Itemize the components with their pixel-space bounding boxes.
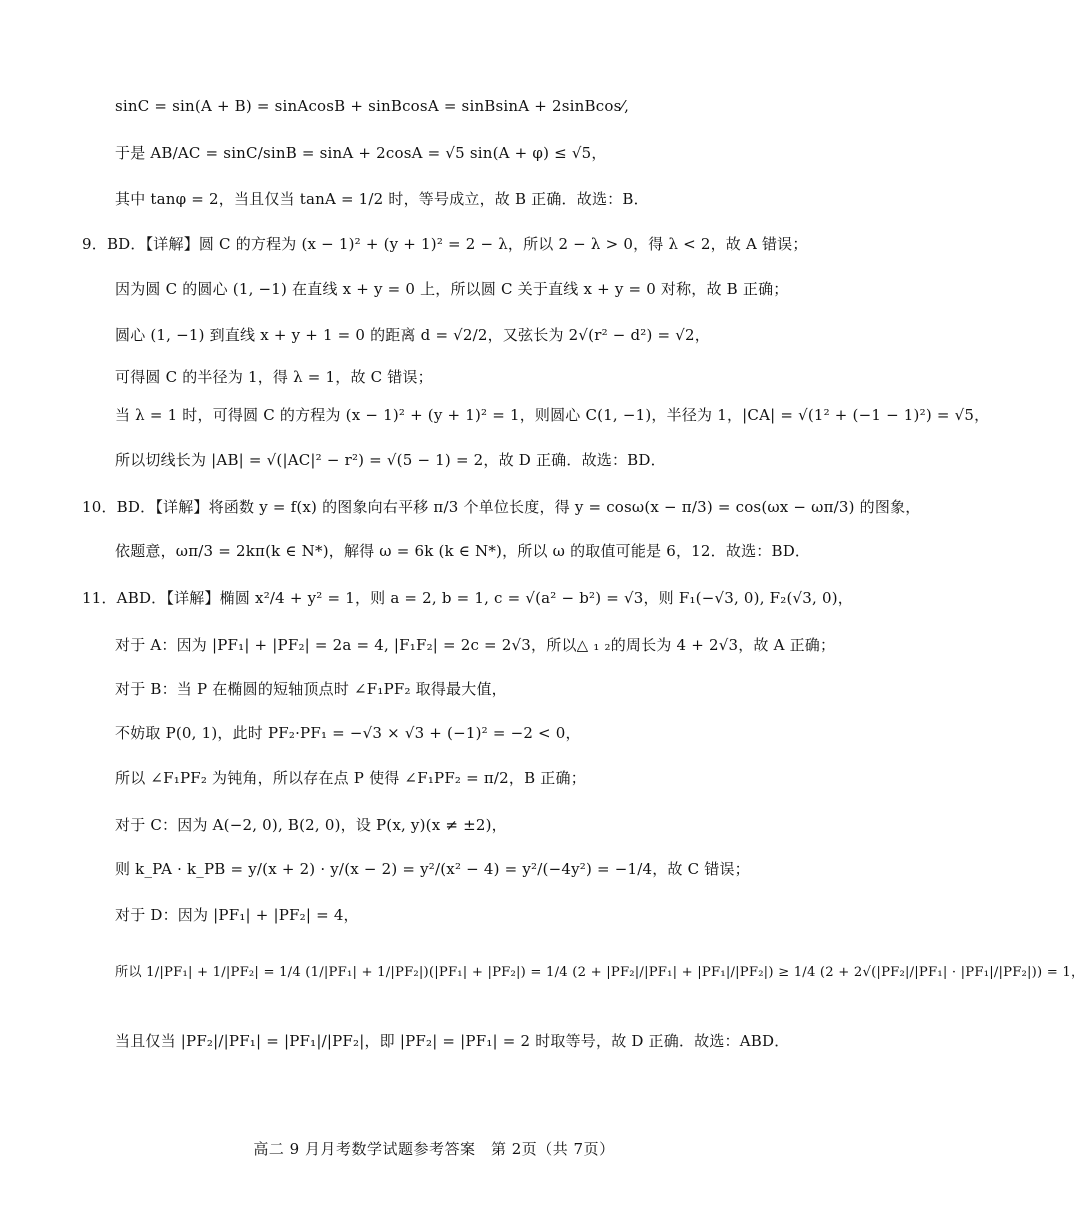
text-line: 所以 ∠F₁PF₂ 为钝角，所以存在点 P 使得 ∠F₁PF₂ = π/2，B 正确； xyxy=(115,769,586,787)
text-line: 圆心 (1, −1) 到直线 x + y + 1 = 0 的距离 d = √2/2，又弦长为 2√(r² − d²) = √2， xyxy=(115,326,710,344)
text-line: 不妨取 P(0, 1)，此时 PF₂·PF₁ = −√3 × √3 + (−1)² = −2 < 0， xyxy=(115,724,581,742)
text-line: 于是 AB/AC = sinC/sinB = sinA + 2cosA = √5 sin(A + φ) ≤ √5， xyxy=(115,144,607,162)
text-line: sinC = sin(A + B) = sinAcosB + sinBcosA = sinBsinA + 2sinBcos⁄, xyxy=(115,97,630,115)
text-line: 所以切线长为 |AB| = √(|AC|² − r²) = √(5 − 1) = 2，故 D 正确．故选：BD． xyxy=(115,451,666,469)
text-line: 当且仅当 |PF₂|/|PF₁| = |PF₁|/|PF₂|，即 |PF₂| = |PF₁| = 2 时取等号，故 D 正确．故选：ABD． xyxy=(115,1032,790,1050)
text-line: 对于 B：当 P 在椭圆的短轴顶点时 ∠F₁PF₂ 取得最大值， xyxy=(115,680,507,698)
page-footer: 高二 9 月月考数学试题参考答案 第 2页（共 7页） xyxy=(253,1140,615,1158)
text-line: 所以 1/|PF₁| + 1/|PF₂| = 1/4 (1/|PF₁| + 1/|PF₂|)(|PF₁| + |PF₂|) = 1/4 (2 + |PF₂|/|PF₁| + |PF₁|/|PF₂|) ≥ 1/4 (2 + 2√(|PF₂|/|PF₁| · |PF₁|/|PF₂|)) = 1， xyxy=(115,965,1084,980)
text-line: 依题意，ωπ/3 = 2kπ(k ∈ N*)，解得 ω = 6k (k ∈ N*)，所以 ω 的取值可能是 6，12．故选：BD． xyxy=(115,542,811,560)
text-line: 可得圆 C 的半径为 1，得 λ = 1，故 C 错误； xyxy=(115,368,433,386)
text-line: 对于 A：因为 |PF₁| + |PF₂| = 2a = 4, |F₁F₂| = 2c = 2√3，所以△ ₁ ₂的周长为 4 + 2√3，故 A 正确； xyxy=(115,636,836,654)
item-10-heading: 10．BD．【详解】将函数 y = f(x) 的图象向右平移 π/3 个单位长度，得 y = cosω(x − π/3) = cos(ωx − ωπ/3) 的图象， xyxy=(82,498,921,516)
item-9-heading: 9．BD．【详解】圆 C 的方程为 (x − 1)² + (y + 1)² = 2 − λ，所以 2 − λ > 0，得 λ < 2，故 A 错误； xyxy=(82,235,808,253)
text-line: 对于 D：因为 |PF₁| + |PF₂| = 4， xyxy=(115,906,359,924)
text-line: 则 k_PA · k_PB = y/(x + 2) · y/(x − 2) = y²/(x² − 4) = y²/(−4y²) = −1/4，故 C 错误； xyxy=(115,860,750,878)
text-line: 对于 C：因为 A(−2, 0), B(2, 0)，设 P(x, y)(x ≠ ±2)， xyxy=(115,816,507,834)
text-line: 因为圆 C 的圆心 (1, −1) 在直线 x + y = 0 上，所以圆 C 关于直线 x + y = 0 对称，故 B 正确； xyxy=(115,280,789,298)
item-11-heading: 11．ABD．【详解】椭圆 x²/4 + y² = 1，则 a = 2, b = 1, c = √(a² − b²) = √3，则 F₁(−√3, 0), F₂(√3, 0)， xyxy=(82,589,853,607)
text-line: 其中 tanφ = 2，当且仅当 tanA = 1/2 时，等号成立，故 B 正确．故选：B． xyxy=(115,190,649,208)
text-line: 当 λ = 1 时，可得圆 C 的方程为 (x − 1)² + (y + 1)² = 1，则圆心 C(1, −1)，半径为 1，|CA| = √(1² + (−1 − 1)²) = √5， xyxy=(115,406,990,424)
